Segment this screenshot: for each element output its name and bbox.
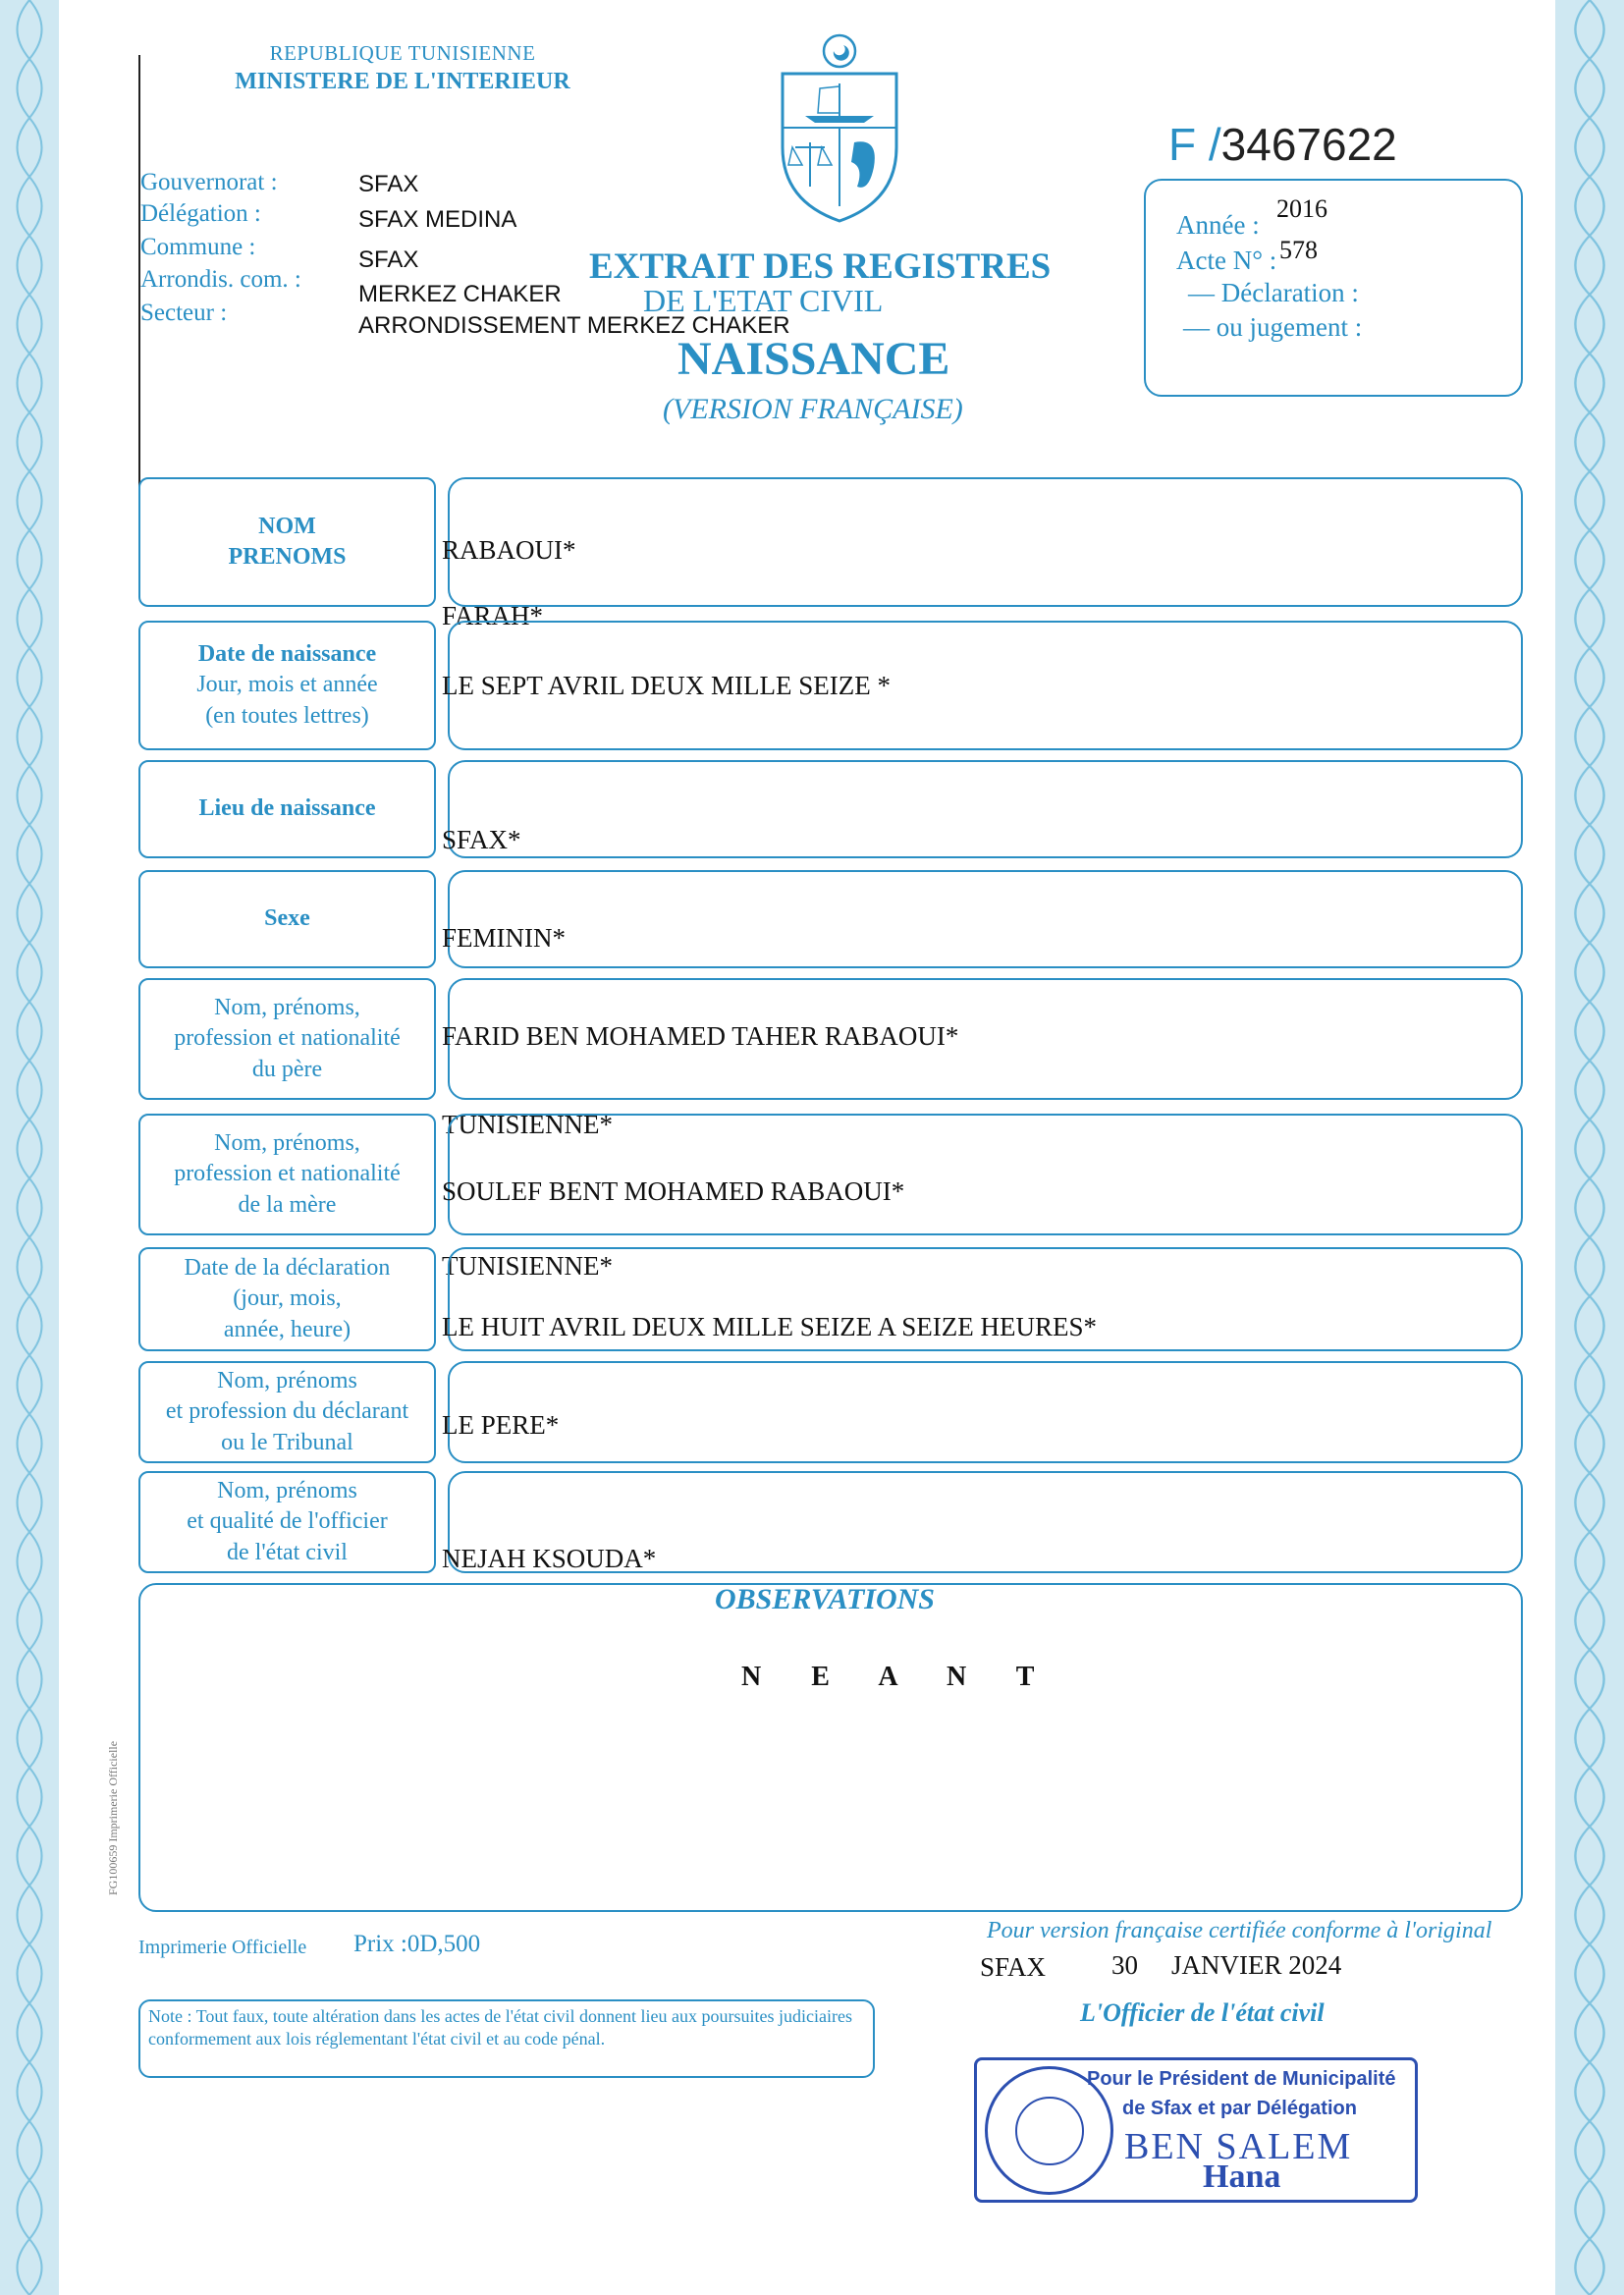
observations-title: OBSERVATIONS [715, 1583, 935, 1615]
date-naissance-value: LE SEPT AVRIL DEUX MILLE SEIZE * [442, 671, 891, 700]
document-title: EXTRAIT DES REGISTRES [589, 246, 1052, 287]
declaration-value: LE HUIT AVRIL DEUX MILLE SEIZE A SEIZE HEURES* [442, 1312, 1097, 1341]
ministry-header: MINISTERE DE L'INTERIEUR [235, 69, 570, 94]
officier-label-1: Nom, prénoms [217, 1478, 357, 1504]
pere-label-2: profession et nationalité [174, 1025, 401, 1052]
mere-name-value: SOULEF BENT MOHAMED RABAOUI* [442, 1176, 905, 1206]
nom-value: RABAOUI* [442, 535, 576, 565]
officier-label-2: et qualité de l'officier [187, 1508, 388, 1535]
document-version: (VERSION FRANÇAISE) [663, 393, 963, 425]
nom-label: NOM [258, 513, 316, 539]
coat-of-arms-emblem [771, 29, 908, 226]
document-type: NAISSANCE [677, 333, 950, 385]
officer-title: L'Officier de l'état civil [1080, 1998, 1325, 2027]
nom-prenoms-label-box [138, 477, 436, 607]
secteur-value: ARRONDISSEMENT MERKEZ CHAKER [358, 312, 790, 339]
mere-nationality-value: TUNISIENNE* [442, 1251, 613, 1281]
side-printer-code: FG100659 Imprimerie Officielle [106, 1740, 120, 1895]
officier-label-box [138, 1471, 436, 1573]
prenoms-label: PRENOMS [228, 544, 347, 570]
stamp-line-2: de Sfax et par Délégation [1122, 2098, 1357, 2119]
date-naissance-sublabel: Jour, mois et année [196, 672, 378, 698]
stamp-line-1: Pour le Président de Municipalité [1087, 2068, 1396, 2090]
arrondissement-value: MERKEZ CHAKER [358, 281, 562, 307]
delegation-value: SFAX MEDINA [358, 206, 517, 233]
gouvernorat-value: SFAX [358, 171, 419, 197]
declarant-label-2: et profession du déclarant [165, 1398, 409, 1425]
sexe-value: FEMININ* [442, 923, 566, 953]
serial-prefix: F / [1168, 119, 1221, 170]
gouvernorat-label: Gouvernorat : [140, 169, 278, 195]
declaration-label-2: (jour, mois, [233, 1285, 342, 1312]
officier-value: NEJAH KSOUDA* [442, 1544, 657, 1573]
issue-city: SFAX [980, 1952, 1047, 1982]
mere-label-1: Nom, prénoms, [214, 1130, 360, 1157]
sexe-value-box [448, 870, 1523, 968]
pere-label-box [138, 978, 436, 1100]
acte-value: 578 [1279, 236, 1318, 264]
left-guilloche-border [0, 0, 59, 2295]
declaration-label-box [138, 1247, 436, 1351]
stamp-name: BEN SALEM [1124, 2126, 1353, 2167]
document-subtitle: DE L'ETAT CIVIL [643, 283, 884, 318]
price-label: Prix :0D,500 [353, 1931, 481, 1957]
mere-label-2: profession et nationalité [174, 1161, 401, 1187]
stamp-firstname: Hana [1203, 2158, 1281, 2195]
commune-value: SFAX [358, 246, 419, 273]
right-guilloche-border [1555, 0, 1624, 2295]
nom-prenoms-value-box [448, 477, 1523, 607]
declaration-label: — Déclaration : [1188, 278, 1359, 307]
sexe-label: Sexe [264, 905, 310, 932]
pere-label-1: Nom, prénoms, [214, 995, 360, 1021]
printer-label: Imprimerie Officielle [138, 1937, 307, 1958]
prenoms-value: FARAH* [442, 601, 544, 630]
declarant-label-box [138, 1361, 436, 1463]
date-naissance-label: Date de naissance [197, 641, 377, 668]
lieu-naissance-label: Lieu de naissance [198, 795, 376, 822]
pere-label-3: du père [251, 1056, 323, 1082]
declarant-label-1: Nom, prénoms [217, 1368, 357, 1394]
pere-nationality-value: TUNISIENNE* [442, 1110, 613, 1139]
observations-box [138, 1583, 1523, 1912]
commune-label: Commune : [140, 234, 256, 260]
arrondissement-label: Arrondis. com. : [140, 266, 301, 293]
lieu-naissance-label-box [138, 760, 436, 858]
delegation-label: Délégation : [140, 200, 261, 227]
declaration-label-3: année, heure) [223, 1316, 352, 1342]
serial-digits: 3467622 [1220, 119, 1397, 170]
seal-inner-ring [1015, 2097, 1084, 2165]
date-naissance-sublabel-2: (en toutes lettres) [205, 702, 369, 729]
mere-label-box [138, 1114, 436, 1235]
annee-label: Année : [1176, 210, 1260, 240]
lieu-naissance-value-box [448, 760, 1523, 858]
secteur-label: Secteur : [140, 300, 228, 326]
official-stamp [974, 2057, 1418, 2203]
jugement-label: — ou jugement : [1183, 312, 1363, 342]
certified-copy-text: Pour version française certifiée conforme à l'original [987, 1918, 1492, 1943]
declarant-value: LE PERE* [442, 1410, 560, 1440]
pere-name-value: FARID BEN MOHAMED TAHER RABAOUI* [442, 1021, 959, 1051]
annee-value: 2016 [1276, 194, 1327, 223]
declaration-label-1: Date de la déclaration [184, 1255, 391, 1282]
date-naissance-label-box [138, 621, 436, 750]
mere-label-3: de la mère [238, 1191, 337, 1218]
serial-number [1168, 118, 1397, 171]
republic-header: REPUBLIQUE TUNISIENNE [269, 41, 536, 65]
issue-day: 30 [1111, 1950, 1138, 1980]
issue-month-year: JANVIER 2024 [1171, 1950, 1342, 1980]
sexe-label-box [138, 870, 436, 968]
acte-label: Acte N° : [1176, 246, 1277, 275]
lieu-naissance-value: SFAX* [442, 825, 521, 854]
mere-value-box [448, 1114, 1523, 1235]
officier-label-3: de l'état civil [227, 1539, 348, 1565]
observations-text: N E A N T [741, 1662, 1056, 1692]
declarant-label-3: ou le Tribunal [221, 1429, 353, 1455]
declarant-value-box [448, 1361, 1523, 1463]
legal-note: Note : Tout faux, toute altération dans les actes de l'état civil donnent lieu aux poursuites judiciaires conformement aux lois réglementant l'état civil et au code pénal. [138, 1999, 875, 2078]
